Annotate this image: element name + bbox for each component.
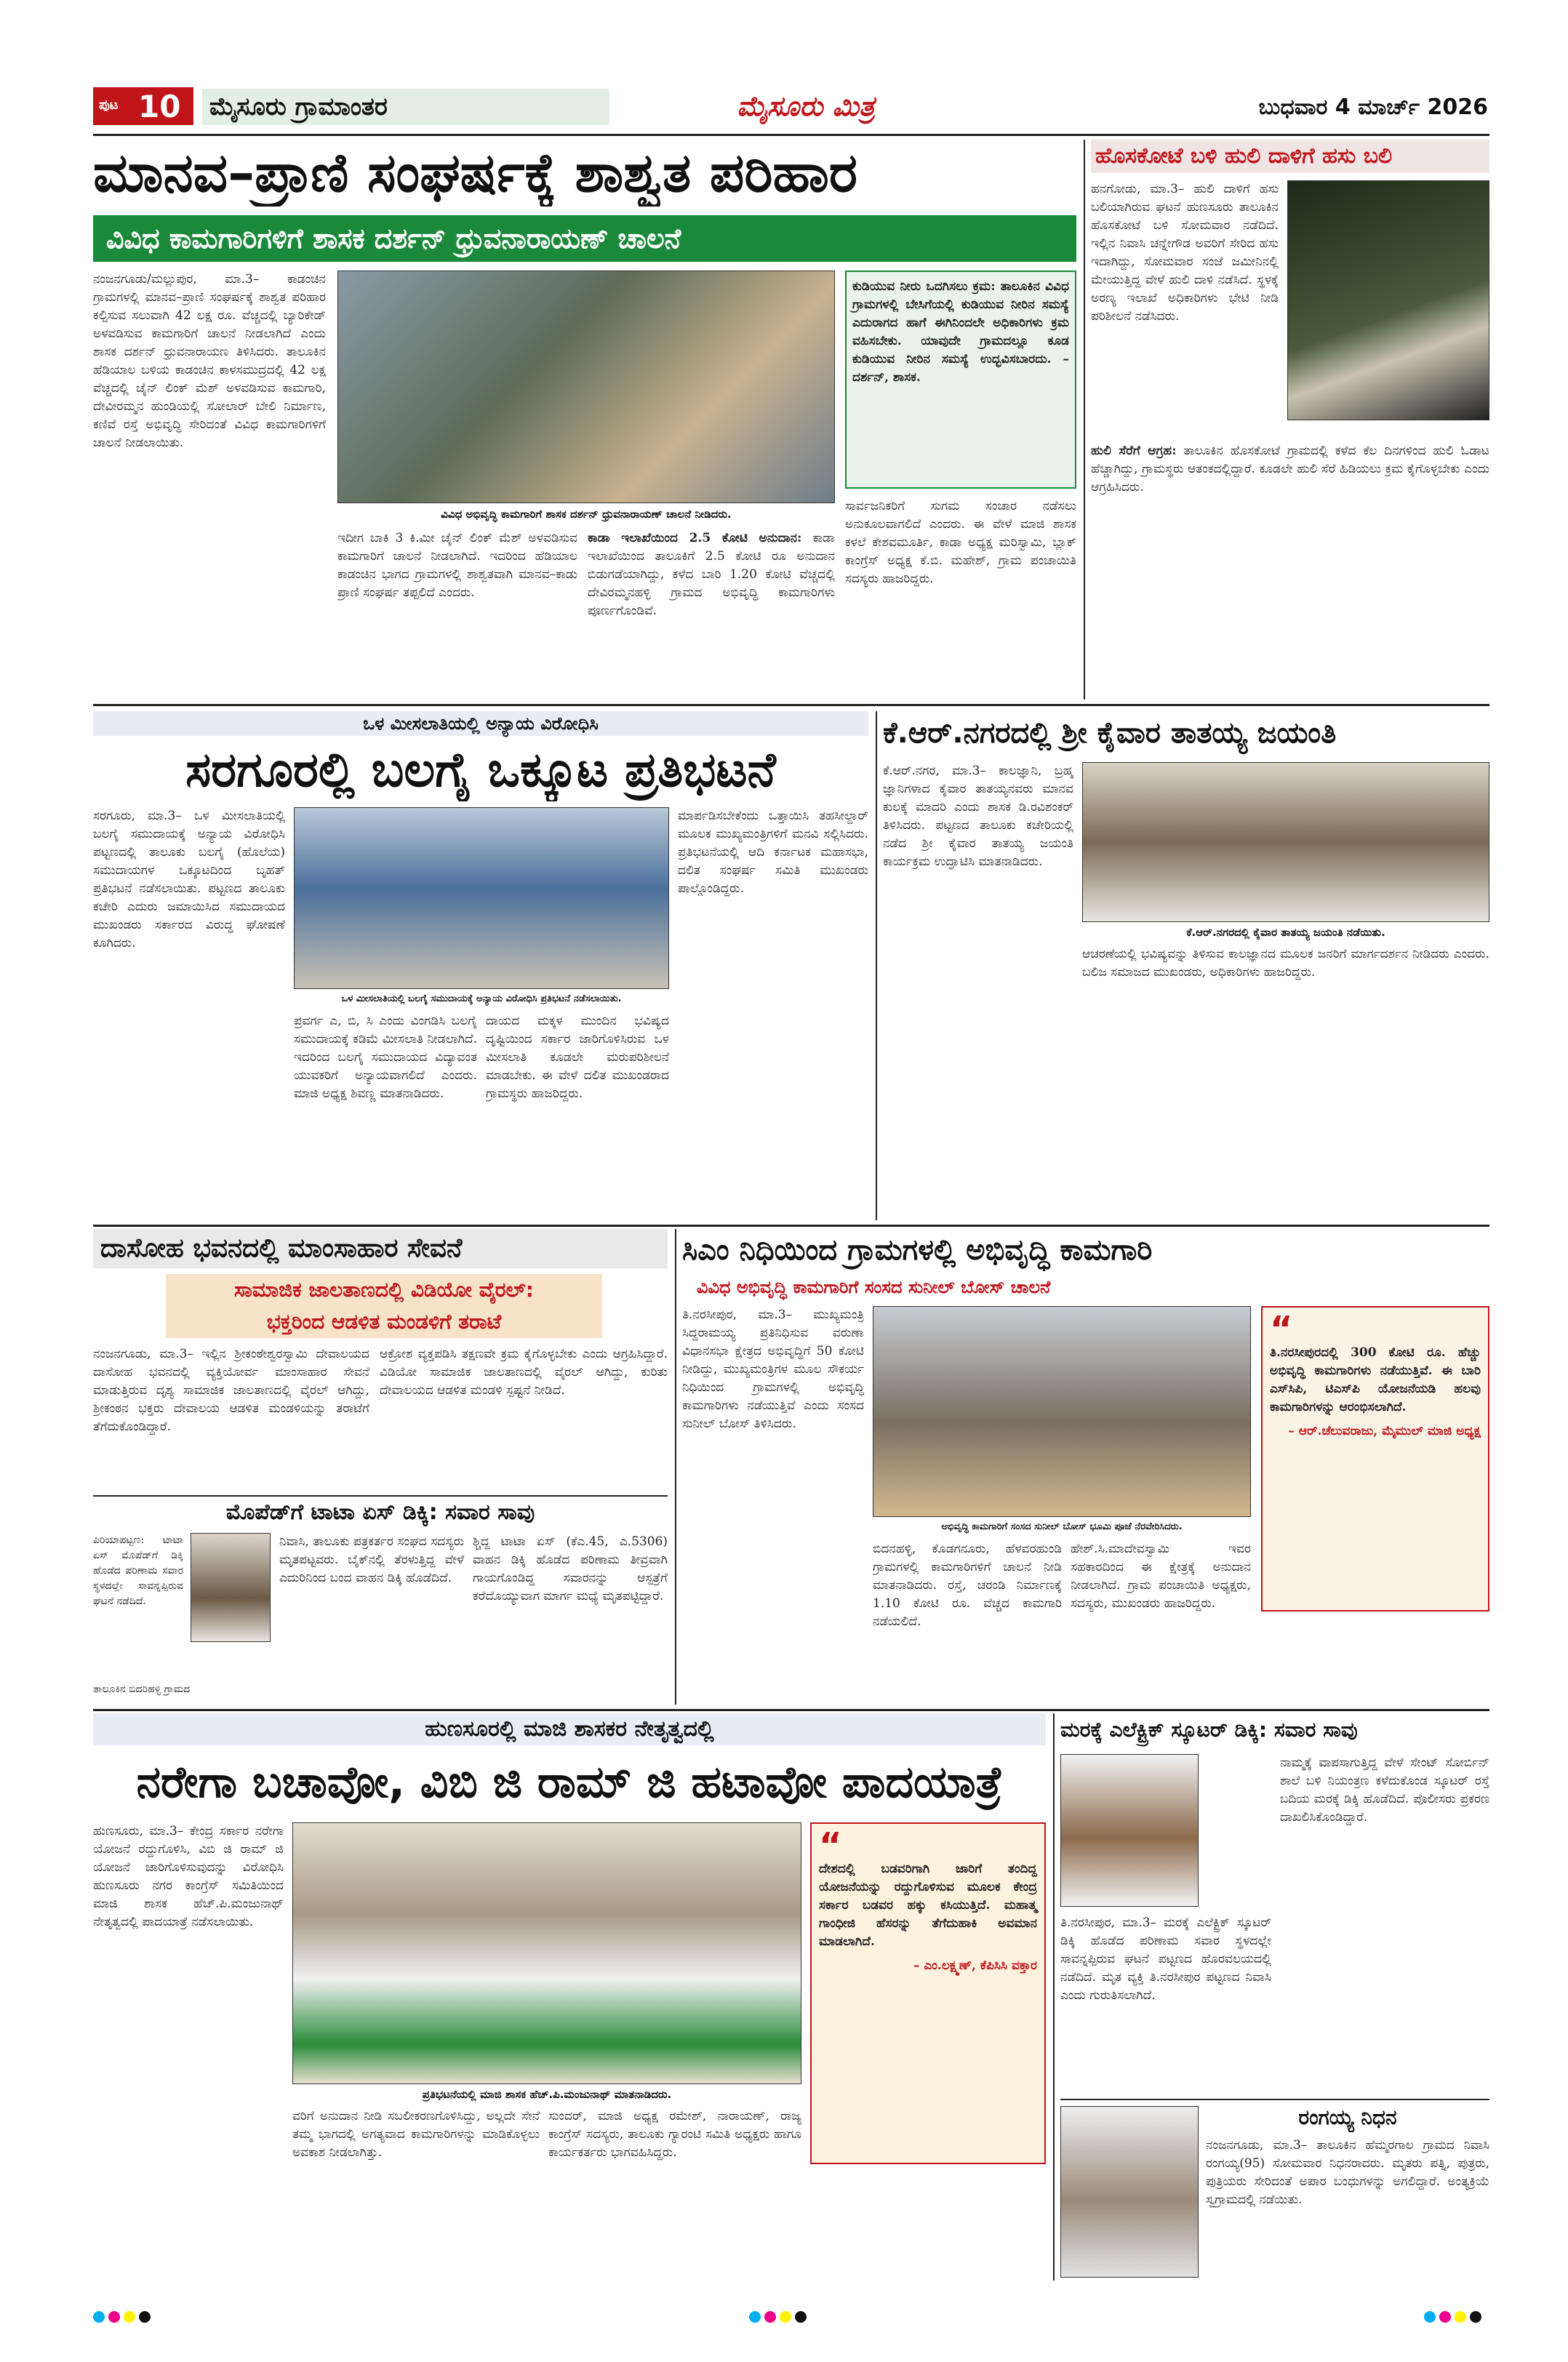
scooter-column-2 <box>1280 1754 1489 2091</box>
lead-story <box>93 140 1076 700</box>
masthead-rule <box>93 134 1489 136</box>
lead-photo-caption: ವಿವಿಧ ಅಭಿವೃದ್ಧಿ ಕಾಮಗಾರಿಗೆ ಶಾಸಕ ದರ್ಶನ್ ಧ್ರುವನಾರಾಯಣ್ ಚಾಲನೆ ನೀಡಿದರು. <box>337 505 835 524</box>
scooter-column-1 <box>1060 1914 1271 2091</box>
lead-column-2 <box>337 529 577 697</box>
lead-box-text: ಕುಡಿಯುವ ನೀರು ಒದಗಿಸಲು ಕ್ರಮ: ತಾಲೂಕಿನ ವಿವಿಧ ಗ್ರಾಮಗಳಲ್ಲಿ ಬೇಸಿಗೆಯಲ್ಲಿ ಕುಡಿಯುವ ನೀರಿನ ಸಮಸ್ಯೆ ಎದುರಾಗದ ಹಾಗೆ ಈಗಿನಿಂದಲೇ ಅಧಿಕಾರಿಗಳು ಕ್ರಮ ವಹಿಸಬೇಕು. ಯಾವುದೇ ಗ್ರಾಮದಲ್ಲೂ ಕೂಡ ಕುಡಿಯುವ ನೀರಿನ ಸಮಸ್ಯೆ ಉದ್ಭವಿಸಬಾರದು. –ದರ್ಶನ್, ಶಾಸಕ. <box>852 279 1069 385</box>
registration-marks-left <box>93 2311 159 2326</box>
issue-date: ಬುಧವಾರ 4 ಮಾರ್ಚ್ 2026 <box>1258 95 1488 120</box>
dasoha-column-2 <box>380 1345 668 1491</box>
jayanthi-photo-caption: ಕೆ.ಆರ್.ನಗರದಲ್ಲಿ ಕೈವಾರ ತಾತಯ್ಯ ಜಯಂತಿ ನಡೆಯಿತು. <box>1082 924 1489 941</box>
protest-text-4: ಮಾರ್ಪಡಿಸಬೇಕೆಂದು ಒತ್ತಾಯಿಸಿ ತಹಸೀಲ್ದಾರ್ ಮೂಲಕ ಮುಖ್ಯಮಂತ್ರಿಗಳಿಗೆ ಮನವಿ ಸಲ್ಲಿಸಿದರು. ಪ್ರತಿಭಟನೆಯಲ್ಲಿ ಆದಿ ಕರ್ನಾಟಕ ಮಹಾಸಭಾ, ದಲಿತ ಸಂಘರ್ಷ ಸಮಿತಿ ಮುಖಂಡರು ಪಾಲ್ಗೊಂಡಿದ್ದರು. <box>678 809 868 896</box>
cm-fund-headline: ಸಿಎಂ ನಿಧಿಯಿಂದ ಗ್ರಾಮಗಳಲ್ಲಿ ಅಭಿವೃದ್ಧಿ ಕಾಮಗಾರಿ <box>682 1233 1153 1267</box>
quote-mark-icon: “ <box>819 1825 842 1866</box>
padayatra-column-3 <box>548 2107 801 2281</box>
lead-column-4 <box>845 497 1076 697</box>
tiger-column-1 <box>1091 180 1279 435</box>
dasoha-story <box>93 1229 668 1491</box>
dasoha-subhead-2: ಭಕ್ತರಿಂದ ಆಡಳಿತ ಮಂಡಳಿಗೆ ತರಾಟೆ <box>166 1306 602 1338</box>
padayatra-story <box>93 1713 1046 2281</box>
cm-fund-photo <box>873 1306 1251 1517</box>
accident-caption: ತಾಲೂಕಿನ ಬಿದರಿಹಳ್ಳಿ ಗ್ರಾಮದ <box>93 1684 191 1695</box>
cm-fund-text-2: ಬಿದನಹಳ್ಳಿ, ಕೊಡಗನೂರು, ಹೆಳವರಹುಂಡಿ ಗ್ರಾಮಗಳಲ್ಲಿ ಕಾಮಗಾರಿಗಳಿಗೆ ಚಾಲನೆ ನೀಡಿ ಮಾತನಾಡಿದರು. ರಸ್ತೆ, ಚರಂಡಿ ನಿರ್ಮಾಣಕ್ಕೆ 1.10 ಕೋಟಿ ರೂ. ವೆಚ್ಚದ ಕಾಮಗಾರಿ ನಡೆಯಲಿದೆ. <box>873 1542 1062 1629</box>
scooter-text-1: ತಿ.ನರಸೀಪುರ, ಮಾ.3– ಮರಕ್ಕೆ ಎಲೆಕ್ಟ್ರಿಕ್ ಸ್ಕೂಟರ್ ಡಿಕ್ಕಿ ಹೊಡೆದ ಪರಿಣಾಮ ಸವಾರ ಸ್ಥಳದಲ್ಲೇ ಸಾವನ್ನಪ್ಪಿರುವ ಘಟನೆ ಪಟ್ಟಣದ ಹೊರವಲಯದಲ್ಲಿ ನಡೆದಿದೆ. ಮೃತ ವ್ಯಕ್ತಿ ತಿ.ನರಸೀಪುರ ಪಟ್ಟಣದ ನಿವಾಸಿ ಎಂದು ಗುರುತಿಸಲಾಗಿದೆ. <box>1060 1915 1271 2003</box>
scooter-victim-photo <box>1060 1754 1199 1907</box>
protest-story <box>93 711 868 1220</box>
scooter-text-2: ನಾಮ್ಮಕ್ಕೆ ವಾಪಸಾಗುತ್ತಿದ್ದ ವೇಳೆ ಸೇಂಟ್ ಸೋರ್ಬಿನ್ ಶಾಲೆ ಬಳಿ ನಿಯಂತ್ರಣ ಕಳೆದುಕೊಂಡ ಸ್ಕೂಟರ್ ರಸ್ತೆ ಬದಿಯ ಮರಕ್ಕೆ ಡಿಕ್ಕಿ ಹೊಡೆದಿದೆ. ಪೊಲೀಸರು ಪ್ರಕರಣ ದಾಖಲಿಸಿಕೊಂಡಿದ್ದಾರೆ. <box>1280 1756 1489 1825</box>
page-number-box <box>93 87 193 125</box>
dasoha-text-1: ನಂಜನಗೂಡು, ಮಾ.3– ಇಲ್ಲಿನ ಶ್ರೀಕಂಠೇಶ್ವರಸ್ವಾಮಿ ದೇವಾಲಯದ ದಾಸೋಹ ಭವನದಲ್ಲಿ ವ್ಯಕ್ತಿಯೋರ್ವ ಮಾಂಸಾಹಾರ ಸೇವನೆ ಮಾಡುತ್ತಿರುವ ದೃಶ್ಯ ಸಾಮಾಜಿಕ ಜಾಲತಾಣದಲ್ಲಿ ವೈರಲ್ ಆಗಿದ್ದು, ಶ್ರೀಕಂಠನ ಭಕ್ತರು ದೇವಾಲಯ ಆಡಳಿತ ಮಂಡಳಿಯನ್ನು ತರಾಟೆಗೆ ತೆಗೆದುಕೊಂಡಿದ್ದಾರೆ. <box>93 1347 369 1434</box>
padayatra-text-3: ಸುಂದರ್, ಮಾಜಿ ಅಧ್ಯಕ್ಷ ರಮೇಶ್, ನಾರಾಯಣ್, ರಾಜ್ಯ ಕಾಂಗ್ರೆಸ್ ಸದಸ್ಯರು, ತಾಲೂಕು ಗ್ಯಾರಂಟಿ ಸಮಿತಿ ಅಧ್ಯಕ್ಷರು ಹಾಗೂ ಕಾರ್ಯಕರ್ತರು ಭಾಗವಹಿಸಿದ್ದರು. <box>548 2109 801 2160</box>
vertical-divider-mid <box>876 711 877 1220</box>
dasoha-column-1 <box>93 1345 369 1491</box>
cm-fund-photo-caption: ಅಭಿವೃದ್ಧಿ ಕಾಮಗಾರಿಗೆ ಸಂಸದ ಸುನೀಲ್ ಬೋಸ್ ಭೂಮಿ ಪೂಜೆ ನೆರವೇರಿಸಿದರು. <box>873 1518 1251 1536</box>
lead-text-3: ಕಾಡಾ ಇಲಾಖೆಯಿಂದ ತಾಲೂಕಿಗೆ 2.5 ಕೋಟಿ ರೂ ಅನುದಾನ ಬಿಡುಗಡೆಯಾಗಿದ್ದು, ಕಳೆದ ಬಾರಿ 1.20 ಕೋಟಿ ವೆಚ್ಚದಲ್ಲಿ ದೇವಿರಮ್ಮನಹಳ್ಳಿ ಗ್ರಾಮದ ಅಭಿವೃದ್ಧಿ ಕಾಮಗಾರಿಗಳು ಪೂರ್ಣಗೊಂಡಿವೆ. <box>588 531 835 618</box>
obituary-photo <box>1060 2106 1199 2278</box>
accident-victim-photo <box>191 1533 271 1642</box>
protest-column-4 <box>678 807 868 1219</box>
vertical-divider-top <box>1084 140 1085 700</box>
protest-headline: ಸರಗೂರಲ್ಲಿ ಬಲಗೈ ಒಕ್ಕೂಟ ಪ್ರತಿಭಟನೆ <box>185 742 776 798</box>
lead-text-1: ನಂಜನಗೂಡು/ಮಲ್ಲುಪುರ, ಮಾ.3– ಕಾಡಂಚಿನ ಗ್ರಾಮಗಳಲ್ಲಿ ಮಾನವ–ಪ್ರಾಣಿ ಸಂಘರ್ಷಕ್ಕೆ ಶಾಶ್ವತ ಪರಿಹಾರ ಕಲ್ಪಿಸುವ ಸಲುವಾಗಿ 42 ಲಕ್ಷ ರೂ. ವೆಚ್ಚದಲ್ಲಿ ಬ್ಯಾರಿಕೇಡ್ ಅಳವಡಿಸುವ ಕಾಮಗಾರಿಗೆ ಚಾಲನೆ ನೀಡಲಾಗಿದೆ ಎಂದು ಶಾಸಕ ದರ್ಶನ್ ಧ್ರುವನಾರಾಯಣ ತಿಳಿಸಿದರು. ತಾಲೂಕಿನ ಹೆಡಿಯಾಲ ಬಳಿಯ ಕಾಡಂಚಿನ ಕಾಳಸಮುದ್ರದಲ್ಲಿ 42 ಲಕ್ಷ ವೆಚ್ಚದಲ್ಲಿ ಚೈನ್ ಲಿಂಕ್ ಮೆಶ್ ಅಳವಡಿಸುವ ಕಾಮಗಾರಿ, ದೇವೀರಮ್ಮನ ಹುಂಡಿಯಲ್ಲಿ ಸೋಲಾರ್ ಬೇಲಿ ನಿರ್ಮಾಣ, ಕಣಿವೆ ರಸ್ತೆ ಅಭಿವೃದ್ಧಿ ಸೇರಿದಂತೆ ವಿವಿಧ ಕಾಮಗಾರಿಗಳಿಗೆ ಚಾಲನೆ ನೀಡಲಾಯಿತು. <box>93 272 326 450</box>
protest-kicker: ಒಳ ಮೀಸಲಾತಿಯಲ್ಲಿ ಅನ್ಯಾಯ ವಿರೋಧಿಸಿ <box>93 711 868 736</box>
padayatra-column-2 <box>292 2107 540 2281</box>
padayatra-photo <box>292 1822 801 2084</box>
dasoha-headline: ದಾಸೋಹ ಭವನದಲ್ಲಿ ಮಾಂಸಾಹಾರ ಸೇವನೆ <box>93 1229 668 1268</box>
cm-fund-subhead: ವಿವಿಧ ಅಭಿವೃದ್ಧಿ ಕಾಮಗಾರಿಗೆ ಸಂಸದ ಸುನೀಲ್ ಬೋಸ್ ಚಾಲನೆ <box>697 1277 1051 1297</box>
tiger-headline: ಹೊಸಕೋಟೆ ಬಳಿ ಹುಲಿ ದಾಳಿಗೆ ಹಸು ಬಲಿ <box>1091 140 1489 173</box>
lead-subhead: ವಿವಿಧ ಕಾಮಗಾರಿಗಳಿಗೆ ಶಾಸಕ ದರ್ಶನ್ ಧ್ರುವನಾರಾಯಣ್ ಚಾಲನೆ <box>93 215 1076 262</box>
lead-photo <box>337 271 835 503</box>
accident-column-3 <box>473 1533 668 1700</box>
protest-text-2: ಪ್ರವರ್ಗ ಎ, ಬಿ, ಸಿ ಎಂದು ವಿಂಗಡಿಸಿ ಬಲಗೈ ಸಮುದಾಯಕ್ಕೆ ಕಡಿಮೆ ಮೀಸಲಾತಿ ನೀಡಲಾಗಿದೆ. ಇದರಿಂದ ಬಲಗೈ ಸಮುದಾಯದ ವಿದ್ಯಾವಂತ ಯುವಕರಿಗೆ ಅನ್ಯಾಯವಾಗಲಿದೆ ಎಂದರು. ಮಾಜಿ ಅಧ್ಯಕ್ಷ ಶಿವಣ್ಣ ಮಾತನಾಡಿದರು. <box>294 1014 477 1101</box>
cm-fund-text-1: ತಿ.ನರಸೀಪುರ, ಮಾ.3– ಮುಖ್ಯಮಂತ್ರಿ ಸಿದ್ದರಾಮಯ್ಯ ಪ್ರತಿನಿಧಿಸುವ ವರುಣಾ ವಿಧಾನಸಭಾ ಕ್ಷೇತ್ರದ ಅಭಿವೃದ್ಧಿಗೆ 50 ಕೋಟಿ ನೀಡಿದ್ದು, ಮುಖ್ಯಮಂತ್ರಿಗಳ ಮೂಲ ಸೌಕರ್ಯ ನಿಧಿಯಿಂದ ಗ್ರಾಮಗಳಲ್ಲಿ ಅಭಿವೃದ್ಧಿ ಕಾಮಗಾರಿಗಳು ನಡೆಯುತ್ತಿವೆ ಎಂದು ಸಂಸದ ಸುನೀಲ್ ಬೋಸ್ ತಿಳಿಸಿದರು. <box>682 1308 864 1431</box>
accident-text-2: ನಿವಾಸಿ, ತಾಲೂಕು ಪತ್ರಕರ್ತರ ಸಂಘದ ಸದಸ್ಯರು ಮೃತಪಟ್ಟವರು. ಬೈಕ್‌ನಲ್ಲಿ ತೆರಳುತ್ತಿದ್ದ ವೇಳೆ ಎದುರಿನಿಂದ ಬಂದ ವಾಹನ ಡಿಕ್ಕಿ ಹೊಡೆದಿದೆ. <box>279 1534 464 1585</box>
paper-logo: ಮೈಸೂರು ಮಿತ್ರ <box>737 90 875 122</box>
obituary-body: ನಂಜನಗೂಡು, ಮಾ.3– ತಾಲೂಕಿನ ಹೆಮ್ಮರಗಾಲ ಗ್ರಾಮದ ನಿವಾಸಿ ರಂಗಯ್ಯ(95) ಸೋಮವಾರ ನಿಧನರಾದರು. ಮೃತರು ಪತ್ನಿ, ಪುತ್ರರು, ಪುತ್ರಿಯರು ಸೇರಿದಂತೆ ಅಪಾರ ಬಂಧುಗಳನ್ನು ಅಗಲಿದ್ದಾರೆ. ಅಂತ್ಯಕ್ರಿಯೆ ಸ್ವಗ್ರಾಮದಲ್ಲಿ ನಡೆಯಿತು. <box>1206 2138 1489 2207</box>
padayatra-headline: ನರೇಗಾ ಬಚಾವೋ, ವಿಬಿ ಜಿ ರಾಮ್ ಜಿ ಹಟಾವೋ ಪಾದಯಾತ್ರೆ <box>136 1757 1003 1808</box>
cm-fund-column-2 <box>873 1540 1062 1705</box>
dasoha-text-2: ಆಕ್ರೋಶ ವ್ಯಕ್ತಪಡಿಸಿ ತಕ್ಷಣವೇ ಕ್ರಮ ಕೈಗೊಳ್ಳಬೇಕು ಎಂದು ಆಗ್ರಹಿಸಿದ್ದಾರೆ. ವಿಡಿಯೋ ಸಾಮಾಜಿಕ ಜಾಲತಾಣದಲ್ಲಿ ವೈರಲ್ ಆಗಿದ್ದು, ಕುರಿತು ದೇವಾಲಯದ ಆಡಳಿತ ಮಂಡಳಿ ಸ್ಪಷ್ಟನೆ ನೀಡಿದೆ. <box>380 1347 668 1398</box>
tiger-photo-cow <box>1287 180 1489 420</box>
accident-text-1: ಪಿರಿಯಾಪಟ್ಟಣ: ಟಾಟಾ ಏಸ್ ಮೊಪೆಡ್‌ಗೆ ಡಿಕ್ಕಿ ಹೊಡೆದ ಪರಿಣಾಮ ಸವಾರ ಸ್ಥಳದಲ್ಲೇ ಸಾವನ್ನಪ್ಪಿರುವ ಘಟನೆ ನಡೆದಿದೆ. <box>93 1534 183 1607</box>
section-rule-1 <box>93 704 1489 706</box>
lead-column-3 <box>588 529 835 697</box>
lead-info-box <box>845 271 1076 489</box>
tiger-text-2: ತಾಲೂಕಿನ ಹೊಸಕೋಟೆ ಗ್ರಾಮದಲ್ಲಿ ಕಳೆದ ಕೆಲ ದಿನಗಳಿಂದ ಹುಲಿ ಓಡಾಟ ಹೆಚ್ಚಾಗಿದ್ದು, ಗ್ರಾಮಸ್ಥರು ಆತಂಕದಲ್ಲಿದ್ದಾರೆ. ಕೂಡಲೇ ಹುಲಿ ಸೆರೆ ಹಿಡಿಯಲು ಕ್ರಮ ಕೈಗೊಳ್ಳಬೇಕು ಎಂದು ಆಗ್ರಹಿಸಿದರು. <box>1091 444 1489 495</box>
jayanthi-text-2: ಆಚರಣೆಯಲ್ಲಿ ಭವಿಷ್ಯವನ್ನು ತಿಳಿಸುವ ಕಾಲಜ್ಞಾನದ ಮೂಲಕ ಜನರಿಗೆ ಮಾರ್ಗದರ್ಶನ ನೀಡಿದರು ಎಂದರು. ಬಲಿಜ ಸಮಾಜದ ಮುಖಂಡರು, ಅಧಿಕಾರಿಗಳು ಹಾಜರಿದ್ದರು. <box>1082 947 1489 980</box>
padayatra-text-2: ವರಿಗೆ ಅನುದಾನ ನೀಡಿ ಸಬಲೀಕರಣಗೊಳಿಸಿದ್ದು, ಅಲ್ಲದೇ ಸೇನೆ ತಮ್ಮ ಭಾಗದಲ್ಲಿ ಅಗತ್ಯವಾದ ಕಾಮಗಾರಿಗಳನ್ನು ಮಾಡಿಕೊಳ್ಳಲು ಅವಕಾಶ ನೀಡಲಾಗಿತ್ತು. <box>292 2109 540 2160</box>
tiger-text-1: ಹನಗೋಡು, ಮಾ.3– ಹುಲಿ ದಾಳಿಗೆ ಹಸು ಬಲಿಯಾಗಿರುವ ಘಟನೆ ಹುಣಸೂರು ತಾಲೂಕಿನ ಹೊಸಕೋಟೆ ಬಳಿ ಸೋಮವಾರ ನಡೆದಿದೆ. ಇಲ್ಲಿನ ನಿವಾಸಿ ಚನ್ನೇಗೌಡ ಅವರಿಗೆ ಸೇರಿದ ಹಸು ಇದಾಗಿದ್ದು, ಸೋಮವಾರ ಸಂಜೆ ಜಮೀನಿನಲ್ಲಿ ಮೇಯುತ್ತಿದ್ದ ವೇಳೆ ಹುಲಿ ದಾಳಿ ನಡೆಸಿದೆ. ಸ್ಥಳಕ್ಕೆ ಅರಣ್ಯ ಇಲಾಖೆ ಅಧಿಕಾರಿಗಳು ಭೇಟಿ ನೀಡಿ ಪರಿಶೀಲನೆ ನಡೆಸಿದರು. <box>1091 182 1279 324</box>
jayanthi-headline: ಕೆ.ಆರ್.ನಗರದಲ್ಲಿ ಶ್ರೀ ಕೈವಾರ ತಾತಯ್ಯ ಜಯಂತಿ <box>883 716 1337 750</box>
registration-marks-center <box>749 2311 815 2326</box>
protest-column-3 <box>486 1012 669 1219</box>
jayanthi-column-2 <box>1082 945 1489 1219</box>
cm-fund-quote-author: – ಆರ್.ಚೆಲುವರಾಜು, ಮೈಮುಲ್ ಮಾಜಿ ಅಧ್ಯಕ್ಷ <box>1288 1424 1481 1438</box>
cm-fund-column-1 <box>682 1306 864 1597</box>
padayatra-photo-caption: ಪ್ರತಿಭಟನೆಯಲ್ಲಿ ಮಾಜಿ ಶಾಸಕ ಹೆಚ್.ಪಿ.ಮಂಜುನಾಥ್ ಮಾತನಾಡಿದರು. <box>292 2086 801 2103</box>
lead-column-1 <box>93 271 326 696</box>
accident-story <box>93 1495 668 1705</box>
protest-photo-caption: ಒಳ ಮೀಸಲಾತಿಯಲ್ಲಿ ಬಲಗೈ ಸಮುದಾಯಕ್ಕೆ ಅನ್ಯಾಯ ವಿರೋಧಿಸಿ ಪ್ರತಿಭಟನೆ ನಡೆಸಲಾಯಿತು. <box>294 990 669 1008</box>
jayanthi-text-1: ಕೆ.ಆರ್.ನಗರ, ಮಾ.3– ಕಾಲಜ್ಞಾನಿ, ಬ್ರಹ್ಮ ಜ್ಞಾನಿಗಳಾದ ಕೈವಾರ ತಾತಯ್ಯನವರು ಮಾನವ ಕುಲಕ್ಕೆ ಮಾದರಿ ಎಂದು ಶಾಸಕ ಡಿ.ರವಿಶಂಕರ್ ತಿಳಿಸಿದರು. ಪಟ್ಟಣದ ತಾಲೂಕು ಕಚೇರಿಯಲ್ಲಿ ನಡೆದ ಶ್ರೀ ಕೈವಾರ ತಾತಯ್ಯ ಜಯಂತಿ ಕಾರ್ಯಕ್ರಮ ಉದ್ಘಾಟಿಸಿ ಮಾತನಾಡಿದರು. <box>883 764 1073 869</box>
cm-fund-text-3: ಹೇಶ್.ಸಿ.ಮಾದೇವಸ್ವಾಮಿ ಇವರ ಸಹಕಾರದಿಂದ ಈ ಕ್ಷೇತ್ರಕ್ಕೆ ಅನುದಾನ ನೀಡಲಾಗಿದೆ. ಗ್ರಾಮ ಪಂಚಾಯಿತಿ ಅಧ್ಯಕ್ಷರು, ಸದಸ್ಯರು, ಮುಖಂಡರು ಹಾಜರಿದ್ದರು. <box>1071 1542 1251 1611</box>
accident-text-3: ಶ್ಚಿದ್ದ ಟಾಟಾ ಏಸ್ (ಕೆಎ.45, ಎ.5306) ವಾಹನ ಡಿಕ್ಕಿ ಹೊಡೆದ ಪರಿಣಾಮ ತೀವ್ರವಾಗಿ ಗಾಯಗೊಂಡಿದ್ದ ಸವಾರನನ್ನು ಆಸ್ಪತ್ರೆಗೆ ಕರೆದೊಯ್ಯುವಾಗ ಮಾರ್ಗ ಮಧ್ಯೆ ಮೃತಪಟ್ಟಿದ್ದಾರೆ. <box>473 1534 668 1604</box>
protest-column-1 <box>93 807 285 1219</box>
jayanthi-column-1 <box>883 762 1073 1219</box>
vertical-divider-low <box>675 1229 676 1705</box>
accident-column-2 <box>279 1533 464 1700</box>
padayatra-column-1 <box>93 1822 284 2281</box>
padayatra-quote-box <box>810 1822 1046 2164</box>
jayanthi-story <box>883 711 1489 1220</box>
protest-text-1: ಸರಗೂರು, ಮಾ.3– ಒಳ ಮೀಸಲಾತಿಯಲ್ಲಿ ಬಲಗೈ ಸಮುದಾಯಕ್ಕೆ ಅನ್ಯಾಯ ವಿರೋಧಿಸಿ ಪಟ್ಟಣದಲ್ಲಿ ತಾಲೂಕು ಬಲಗೈ (ಹೊಲೆಯ) ಸಮುದಾಯಗಳ ಒಕ್ಕೂಟದಿಂದ ಬೃಹತ್ ಪ್ರತಿಭಟನೆ ನಡೆಸಲಾಯಿತು. ಪಟ್ಟಣದ ತಾಲೂಕು ಕಚೇರಿ ಎದುರು ಜಮಾಯಿಸಿದ ಸಮುದಾಯದ ಮುಖಂಡರು ಸರ್ಕಾರದ ವಿರುದ್ಧ ಘೋಷಣೆ ಕೂಗಿದರು. <box>93 809 285 950</box>
padayatra-quote: ದೇಶದಲ್ಲಿ ಬಡವರಿಗಾಗಿ ಜಾರಿಗೆ ತಂದಿದ್ದ ಯೋಜನೆಯನ್ನು ರದ್ದುಗೊಳಿಸುವ ಮೂಲಕ ಕೇಂದ್ರ ಸರ್ಕಾರ ಬಡವರ ಹಕ್ಕು ಕಸಿಯುತ್ತಿದೆ. ಮಹಾತ್ಮ ಗಾಂಧೀಜಿ ಹೆಸರನ್ನು ತೆಗೆದುಹಾಕಿ ಅವಮಾನ ಮಾಡಲಾಗಿದೆ. <box>819 1862 1037 1949</box>
section-rule-3 <box>93 1709 1489 1711</box>
quote-mark-icon: “ <box>1270 1309 1293 1350</box>
cm-fund-quote-box <box>1261 1306 1489 1612</box>
cm-fund-story <box>682 1229 1489 1705</box>
obituary-headline: ರಂಗಯ್ಯ ನಿಧನ <box>1298 2105 1397 2129</box>
cm-fund-quote: ತಿ.ನರಸೀಪುರದಲ್ಲಿ 300 ಕೋಟಿ ರೂ. ಹೆಚ್ಚು ಅಭಿವೃದ್ಧಿ ಕಾಮಗಾರಿಗಳು ನಡೆಯುತ್ತಿವೆ. ಈ ಬಾರಿ ಎಸ್‌ಸಿಪಿ, ಟಿಎಸ್‌ಪಿ ಯೋಜನೆಯಡಿ ಹಲವು ಕಾಮಗಾರಿಗಳನ್ನು ಆರಂಭಿಸಲಾಗಿದೆ. <box>1270 1345 1481 1414</box>
protest-photo <box>294 807 669 989</box>
cm-fund-column-3 <box>1071 1540 1251 1705</box>
scooter-story <box>1060 1713 1489 2091</box>
obituary-text <box>1206 2137 1489 2279</box>
padayatra-quote-author: – ಎಂ.ಲಕ್ಷ್ಮಣ್, ಕೆಪಿಸಿಸಿ ವಕ್ತಾರ <box>913 1958 1037 1973</box>
accident-column-1 <box>93 1533 183 1700</box>
obituary-story <box>1060 2099 1489 2281</box>
section-rule-2 <box>93 1225 1489 1227</box>
lead-headline: ಮಾನವ–ಪ್ರಾಣಿ ಸಂಘರ್ಷಕ್ಕೆ ಶಾಶ್ವತ ಪರಿಹಾರ <box>93 142 857 204</box>
section-name: ಮೈಸೂರು ಗ್ರಾಮಾಂತರ <box>202 89 609 125</box>
protest-column-2 <box>294 1012 477 1219</box>
lead-text-2: ಇದೀಗ ಬಾಕಿ 3 ಕಿ.ಮೀ ಚೈನ್ ಲಿಂಕ್ ಮೆಶ್ ಅಳವಡಿಸುವ ಕಾಮಗಾರಿಗೆ ಚಾಲನೆ ನೀಡಲಾಗಿದೆ. ಇದರಿಂದ ಹೆಡಿಯಾಲ ಕಾಡಂಚಿನ ಭಾಗದ ಗ್ರಾಮಗಳಲ್ಲಿ ಶಾಶ್ವತವಾಗಿ ಮಾನವ–ಕಾಡು ಪ್ರಾಣಿ ಸಂಘರ್ಷ ತಪ್ಪಲಿದೆ ಎಂದರು. <box>337 531 577 600</box>
scooter-headline: ಮರಕ್ಕೆ ಎಲೆಕ್ಟ್ರಿಕ್ ಸ್ಕೂಟರ್ ಡಿಕ್ಕಿ: ಸವಾರ ಸಾವು <box>1060 1718 1358 1742</box>
lead-text-4: ಸಾರ್ವಜನಿಕರಿಗೆ ಸುಗಮ ಸಂಚಾರ ನಡೆಸಲು ಅನುಕೂಲವಾಗಲಿದೆ ಎಂದರು. ಈ ವೇಳೆ ಮಾಜಿ ಶಾಸಕ ಕಳಲೆ ಕೇಶವಮೂರ್ತಿ, ಕಾಡಾ ಅಧ್ಯಕ್ಷ ಮರಿಸ್ವಾಮಿ, ಬ್ಲಾಕ್ ಕಾಂಗ್ರೆಸ್ ಅಧ್ಯಕ್ಷ ಕೆ.ಬಿ. ಮಹೇಶ್, ಗ್ರಾಮ ಪಂಚಾಯಿತಿ ಸದಸ್ಯರು ಹಾಜರಿದ್ದರು. <box>845 499 1076 586</box>
padayatra-text-1: ಹುಣಸೂರು, ಮಾ.3– ಕೇಂದ್ರ ಸರ್ಕಾರ ನರೇಗಾ ಯೋಜನೆ ರದ್ದುಗೊಳಿಸಿ, ವಿಬಿ ಜಿ ರಾಮ್ ಜಿ ಯೋಜನೆ ಜಾರಿಗೊಳಿಸುವುದನ್ನು ವಿರೋಧಿಸಿ ಹುಣಸೂರು ನಗರ ಕಾಂಗ್ರೆಸ್ ಸಮಿತಿಯಿಂದ ಮಾಜಿ ಶಾಸಕ ಹೆಚ್.ಪಿ.ಮಂಜುನಾಥ್ ನೇತೃತ್ವದಲ್ಲಿ ಪಾದಯಾತ್ರೆ ನಡೆಸಲಾಯಿತು. <box>93 1824 284 1929</box>
vertical-divider-bottom <box>1053 1713 1055 2281</box>
padayatra-kicker: ಹುಣಸೂರಲ್ಲಿ ಮಾಜಿ ಶಾಸಕರ ನೇತೃತ್ವದಲ್ಲಿ <box>93 1713 1046 1745</box>
tiger-subhead: ಹುಲಿ ಸೆರೆಗೆ ಆಗ್ರಹ: <box>1091 444 1177 458</box>
page-number: 10 <box>138 89 181 124</box>
jayanthi-photo <box>1082 762 1489 922</box>
registration-marks-right <box>1424 2311 1489 2326</box>
page-label: ಪುಟ <box>99 97 119 113</box>
masthead <box>93 81 1489 132</box>
lead-box-title: ಕಾಡಾ ಇಲಾಖೆಯಿಂದ 2.5 ಕೋಟಿ ಅನುದಾನ: <box>588 531 802 545</box>
tiger-story <box>1091 140 1489 700</box>
protest-text-3: ದಾಯದ ಮಕ್ಕಳ ಮುಂದಿನ ಭವಿಷ್ಯದ ದೃಷ್ಟಿಯಿಂದ ಸರ್ಕಾರ ಜಾರಿಗೊಳಿಸಿರುವ ಒಳ ಮೀಸಲಾತಿ ಕೂಡಲೇ ಮರುಪರಿಶೀಲನೆ ಮಾಡಬೇಕು. ಈ ವೇಳೆ ದಲಿತ ಮುಖಂಡರಾದ ಗ್ರಾಮಸ್ಥರು ಹಾಜರಿದ್ದರು. <box>486 1014 669 1101</box>
accident-headline: ಮೊಪೆಡ್‌ಗೆ ಟಾಟಾ ಏಸ್ ಡಿಕ್ಕಿ: ಸವಾರ ಸಾವು <box>93 1495 668 1527</box>
tiger-column-2 <box>1091 442 1489 700</box>
dasoha-subhead-1: ಸಾಮಾಜಿಕ ಜಾಲತಾಣದಲ್ಲಿ ವಿಡಿಯೋ ವೈರಲ್: <box>166 1274 602 1306</box>
